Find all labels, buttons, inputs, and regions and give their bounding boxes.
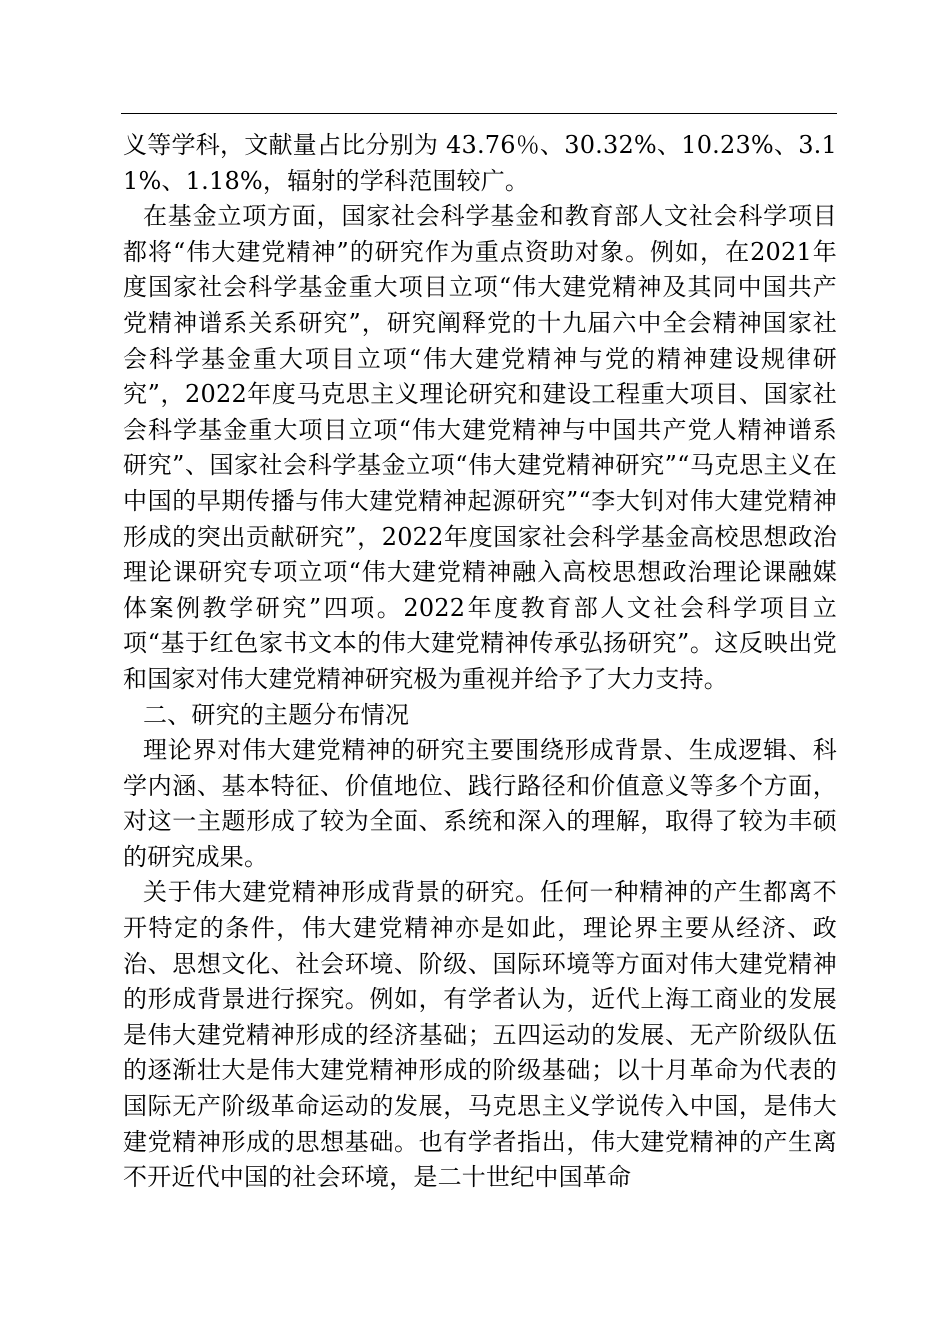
section-heading-topic-distribution: 二、研究的主题分布情况	[143, 700, 410, 729]
header-rule	[121, 113, 837, 114]
paragraph-fund-projects: 在基金立项方面，国家社会科学基金和教育部人文社会科学项目都将“伟大建党精神”的研究作为重点资助对象。例如，在2021年度国家社会科学基金重大项目立项“伟大建党精神及其同中国共产党精神谱系关系研究”，研究阐释党的十九届六中全会精神国家社会科学基金重大项目立项“伟大建党精神与党的精神建设规律研究”，2022年度马克思主义理论研究和建设工程重大项目、国家社会科学基金重大项目立项“伟大建党精神与中国共产党人精神谱系研究”、国家社会科学基金立项“伟大建党精神研究”“马克思主义在中国的早期传播与伟大建党精神起源研究”“李大钊对伟大建党精神形成的突出贡献研究”，2022年度国家社会科学基金高校思想政治理论课研究专项立项“伟大建党精神融入高校思想政治理论课融媒体案例教学研究”四项。2022年度教育部人文社会科学项目立项“基于红色家书文本的伟大建党精神传承弘扬研究”。这反映出党和国家对伟大建党精神研究极为重视并给予了大力支持。	[123, 202, 837, 693]
paragraph-discipline-distribution: 义等学科，文献量占比分别为 43.76％、30.32%、10.23%、3.11%、1.18%，辐射的学科范围较广。	[123, 131, 837, 195]
document-body	[123, 128, 837, 1196]
paragraph-research-overview: 理论界对伟大建党精神的研究主要围绕形成背景、生成逻辑、科学内涵、基本特征、价值地位、践行路径和价值意义等多个方面，对这一主题形成了较为全面、系统和深入的理解，取得了较为丰硕的研究成果。	[123, 736, 837, 871]
paragraph-formation-background: 关于伟大建党精神形成背景的研究。任何一种精神的产生都离不开特定的条件，伟大建党精神亦是如此，理论界主要从经济、政治、思想文化、社会环境、阶级、国际环境等方面对伟大建党精神的形成背景进行探究。例如，有学者认为，近代上海工商业的发展是伟大建党精神形成的经济基础；五四运动的发展、无产阶级队伍的逐渐壮大是伟大建党精神形成的阶级基础；以十月革命为代表的国际无产阶级革命运动的发展，马克思主义学说传入中国，是伟大建党精神形成的思想基础。也有学者指出，伟大建党精神的产生离不开近代中国的社会环境，是二十世纪中国革命	[123, 878, 837, 1192]
